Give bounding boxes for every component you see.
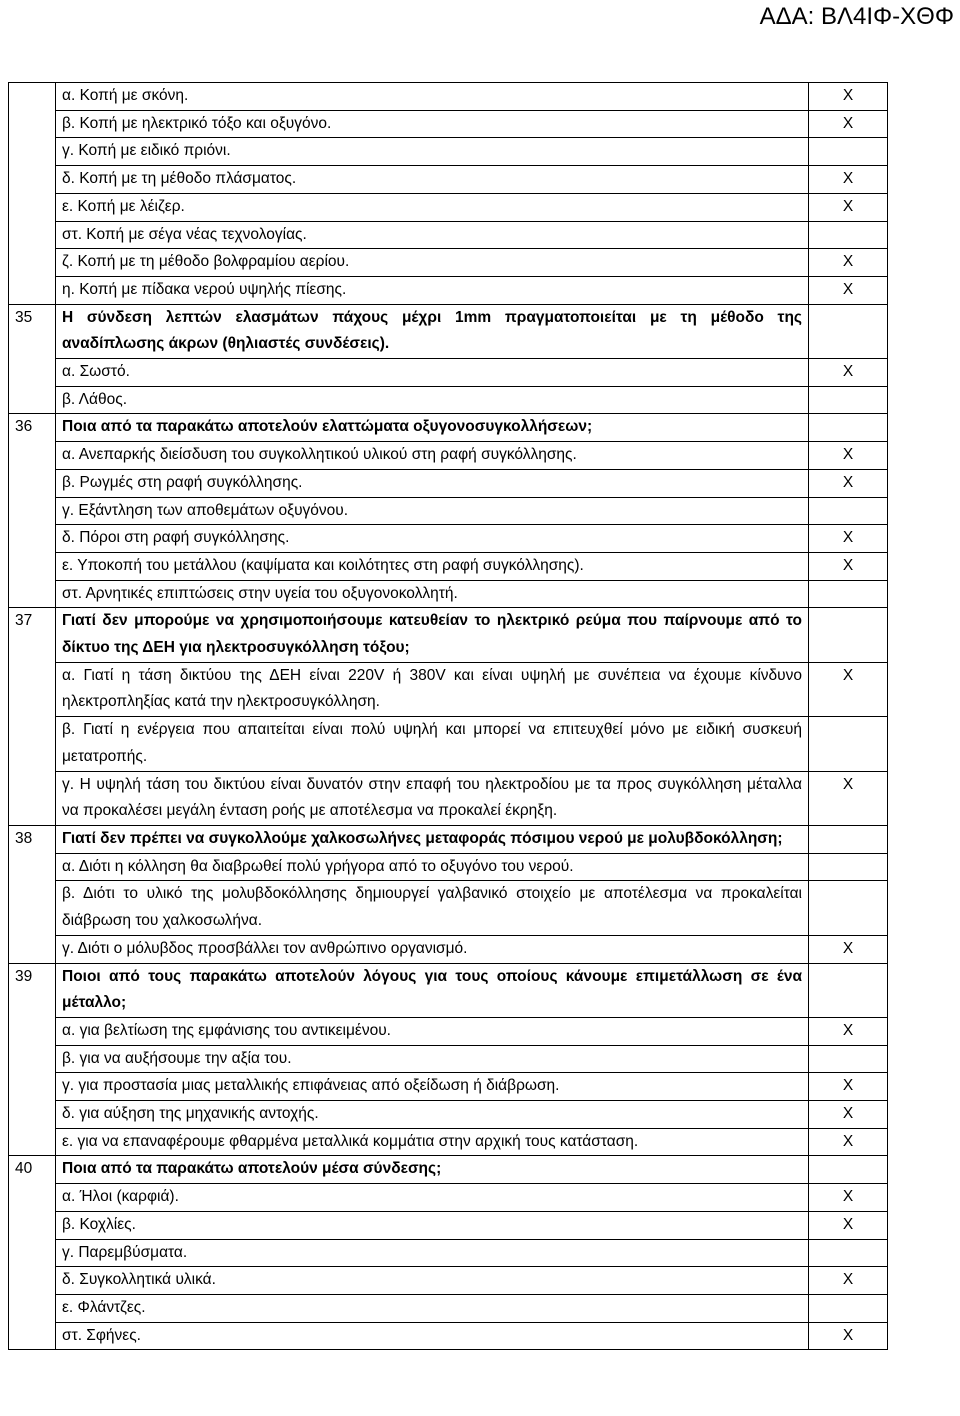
- answer-row: [9, 83, 888, 111]
- answer-mark: X: [809, 442, 888, 470]
- answer-mark: X: [809, 1184, 888, 1212]
- answer-text: γ. Διότι ο μόλυβδος προσβάλλει τον ανθρώπινο οργανισμό.: [56, 935, 809, 963]
- answer-row: [9, 469, 888, 497]
- answer-text: δ. Πόροι στη ραφή συγκόλλησης.: [56, 525, 809, 553]
- answer-mark: X: [809, 1101, 888, 1129]
- answer-text: δ. Κοπή με τη μέθοδο πλάσματος.: [56, 166, 809, 194]
- question-number: 39: [9, 963, 56, 1156]
- question-number: 36: [9, 414, 56, 608]
- answer-mark: X: [809, 249, 888, 277]
- document-code: ΑΔΑ: ΒΛ4ΙΦ-ΧΘΦ: [759, 3, 954, 30]
- answer-mark: [809, 304, 888, 358]
- answer-mark: X: [809, 193, 888, 221]
- answer-mark: [809, 1045, 888, 1073]
- question-row: [9, 608, 888, 662]
- answer-row: [9, 138, 888, 166]
- answer-row: [9, 386, 888, 414]
- answer-mark: X: [809, 552, 888, 580]
- answer-text: α. Ανεπαρκής διείσδυση του συγκολλητικού υλικού στη ραφή συγκόλλησης.: [56, 442, 809, 470]
- answer-text: β. Ρωγμές στη ραφή συγκόλλησης.: [56, 469, 809, 497]
- answer-row: [9, 662, 888, 716]
- question-text: Γιατί δεν μπορούμε να χρησιμοποιήσουμε κατευθείαν το ηλεκτρικό ρεύμα που παίρνουμε από το δίκτυο της ΔΕΗ για ηλεκτροσυγκόλληση τόξου;: [56, 608, 809, 662]
- answer-row: [9, 1073, 888, 1101]
- answer-mark: [809, 580, 888, 608]
- answer-row: [9, 525, 888, 553]
- answer-mark: [809, 386, 888, 414]
- answer-mark: X: [809, 525, 888, 553]
- answer-row: [9, 1294, 888, 1322]
- answer-row: [9, 853, 888, 881]
- answer-mark: X: [809, 1128, 888, 1156]
- answer-row: [9, 881, 888, 935]
- answer-row: [9, 193, 888, 221]
- answer-text: γ. για προστασία μιας μεταλλικής επιφάνειας από οξείδωση ή διάβρωση.: [56, 1073, 809, 1101]
- question-number: 35: [9, 304, 56, 414]
- answer-mark: [809, 138, 888, 166]
- questions-table-body: [9, 83, 888, 1350]
- answer-row: [9, 1017, 888, 1045]
- answer-row: [9, 497, 888, 525]
- answer-row: [9, 935, 888, 963]
- answer-text: α. Σωστό.: [56, 359, 809, 387]
- answer-text: β. Κοπή με ηλεκτρικό τόξο και οξυγόνο.: [56, 110, 809, 138]
- answer-text: α. Ήλοι (καρφιά).: [56, 1184, 809, 1212]
- answer-text: β. για να αυξήσουμε την αξία του.: [56, 1045, 809, 1073]
- answer-row: [9, 221, 888, 249]
- answer-text: β. Λάθος.: [56, 386, 809, 414]
- answer-mark: X: [809, 1017, 888, 1045]
- answer-mark: X: [809, 359, 888, 387]
- question-text: Η σύνδεση λεπτών ελασμάτων πάχους μέχρι 1mm πραγματοποιείται με τη μέθοδο της αναδίπλωσης άκρων (θηλιαστές συνδέσεις).: [56, 304, 809, 358]
- answer-mark: [809, 497, 888, 525]
- answer-mark: X: [809, 1211, 888, 1239]
- question-row: [9, 1156, 888, 1184]
- answer-mark: [809, 825, 888, 853]
- answer-text: στ. Αρνητικές επιπτώσεις στην υγεία του οξυγονοκολλητή.: [56, 580, 809, 608]
- answer-row: [9, 717, 888, 771]
- answer-row: [9, 1267, 888, 1295]
- answer-row: [9, 1101, 888, 1129]
- answer-text: α. Διότι η κόλληση θα διαβρωθεί πολύ γρήγορα από το οξυγόνο του νερού.: [56, 853, 809, 881]
- answer-mark: [809, 221, 888, 249]
- answer-text: γ. Κοπή με ειδικό πριόνι.: [56, 138, 809, 166]
- questions-table: [8, 82, 888, 1350]
- answer-row: [9, 166, 888, 194]
- answer-text: ζ. Κοπή με τη μέθοδο βολφραμίου αερίου.: [56, 249, 809, 277]
- question-number: 38: [9, 825, 56, 963]
- answer-row: [9, 442, 888, 470]
- answer-mark: X: [809, 83, 888, 111]
- answer-row: [9, 359, 888, 387]
- answer-mark: X: [809, 1267, 888, 1295]
- answer-mark: X: [809, 771, 888, 825]
- answer-row: [9, 771, 888, 825]
- answer-row: [9, 276, 888, 304]
- question-text: Γιατί δεν πρέπει να συγκολλούμε χαλκοσωλήνες μεταφοράς πόσιμου νερού με μολυβδοκόλληση;: [56, 825, 809, 853]
- answer-text: β. Διότι το υλικό της μολυβδοκόλλησης δημιουργεί γαλβανικό στοιχείο με αποτέλεσμα να προκαλείται διάβρωση του χαλκοσωλήνα.: [56, 881, 809, 935]
- answer-row: [9, 1239, 888, 1267]
- question-number: [9, 83, 56, 305]
- answer-row: [9, 1184, 888, 1212]
- answer-mark: X: [809, 166, 888, 194]
- question-text: Ποια από τα παρακάτω αποτελούν ελαττώματα οξυγονοσυγκολλήσεων;: [56, 414, 809, 442]
- answer-row: [9, 1211, 888, 1239]
- answer-mark: X: [809, 1322, 888, 1350]
- answer-mark: [809, 963, 888, 1017]
- answer-row: [9, 249, 888, 277]
- answer-text: ε. Φλάντζες.: [56, 1294, 809, 1322]
- answer-text: ε. Υποκοπή του μετάλλου (καψίματα και κοιλότητες στη ραφή συγκόλλησης).: [56, 552, 809, 580]
- answer-row: [9, 552, 888, 580]
- answer-mark: [809, 414, 888, 442]
- answer-row: [9, 1322, 888, 1350]
- question-row: [9, 414, 888, 442]
- answer-mark: X: [809, 469, 888, 497]
- answer-text: α. Κοπή με σκόνη.: [56, 83, 809, 111]
- answer-mark: X: [809, 1073, 888, 1101]
- answer-text: β. Γιατί η ενέργεια που απαιτείται είναι πολύ υψηλή και μπορεί να επιτευχθεί μόνο με ειδική συσκευή μετατροπής.: [56, 717, 809, 771]
- answer-row: [9, 1045, 888, 1073]
- question-number: 37: [9, 608, 56, 826]
- answer-mark: [809, 717, 888, 771]
- question-row: [9, 963, 888, 1017]
- answer-mark: [809, 608, 888, 662]
- question-text: Ποιοι από τους παρακάτω αποτελούν λόγους για τους οποίους κάνουμε επιμετάλλωση σε ένα μέταλλο;: [56, 963, 809, 1017]
- answer-mark: [809, 853, 888, 881]
- answer-text: δ. Συγκολλητικά υλικά.: [56, 1267, 809, 1295]
- answer-text: ε. Κοπή με λέιζερ.: [56, 193, 809, 221]
- answer-text: στ. Κοπή με σέγα νέας τεχνολογίας.: [56, 221, 809, 249]
- answer-text: β. Κοχλίες.: [56, 1211, 809, 1239]
- answer-text: γ. Εξάντληση των αποθεμάτων οξυγόνου.: [56, 497, 809, 525]
- answer-row: [9, 580, 888, 608]
- answer-text: α. Γιατί η τάση δικτύου της ΔΕΗ είναι 220V ή 380V και είναι υψηλή με συνέπεια να έχουμε κίνδυνο ηλεκτροπληξίας κατά την ηλεκτροσυγκόλληση.: [56, 662, 809, 716]
- answer-mark: [809, 1156, 888, 1184]
- answer-mark: X: [809, 662, 888, 716]
- answer-row: [9, 1128, 888, 1156]
- answer-text: ε. για να επαναφέρουμε φθαρμένα μεταλλικά κομμάτια στην αρχική τους κατάσταση.: [56, 1128, 809, 1156]
- answer-text: στ. Σφήνες.: [56, 1322, 809, 1350]
- question-number: 40: [9, 1156, 56, 1350]
- answer-text: δ. για αύξηση της μηχανικής αντοχής.: [56, 1101, 809, 1129]
- answer-text: α. για βελτίωση της εμφάνισης του αντικειμένου.: [56, 1017, 809, 1045]
- question-text: Ποια από τα παρακάτω αποτελούν μέσα σύνδεσης;: [56, 1156, 809, 1184]
- answer-mark: [809, 1294, 888, 1322]
- answer-text: γ. Η υψηλή τάση του δικτύου είναι δυνατόν στην επαφή του ηλεκτροδίου με τα προς συγκόλληση μέταλλα να προκαλέσει μεγάλη ένταση ροής με αποτέλεσμα να προκαλεί έκρηξη.: [56, 771, 809, 825]
- answer-mark: [809, 1239, 888, 1267]
- answer-mark: X: [809, 276, 888, 304]
- answer-mark: X: [809, 935, 888, 963]
- answer-text: η. Κοπή με πίδακα νερού υψηλής πίεσης.: [56, 276, 809, 304]
- question-row: [9, 304, 888, 358]
- question-row: [9, 825, 888, 853]
- answer-row: [9, 110, 888, 138]
- answer-text: γ. Παρεμβύσματα.: [56, 1239, 809, 1267]
- answer-mark: [809, 881, 888, 935]
- answer-mark: X: [809, 110, 888, 138]
